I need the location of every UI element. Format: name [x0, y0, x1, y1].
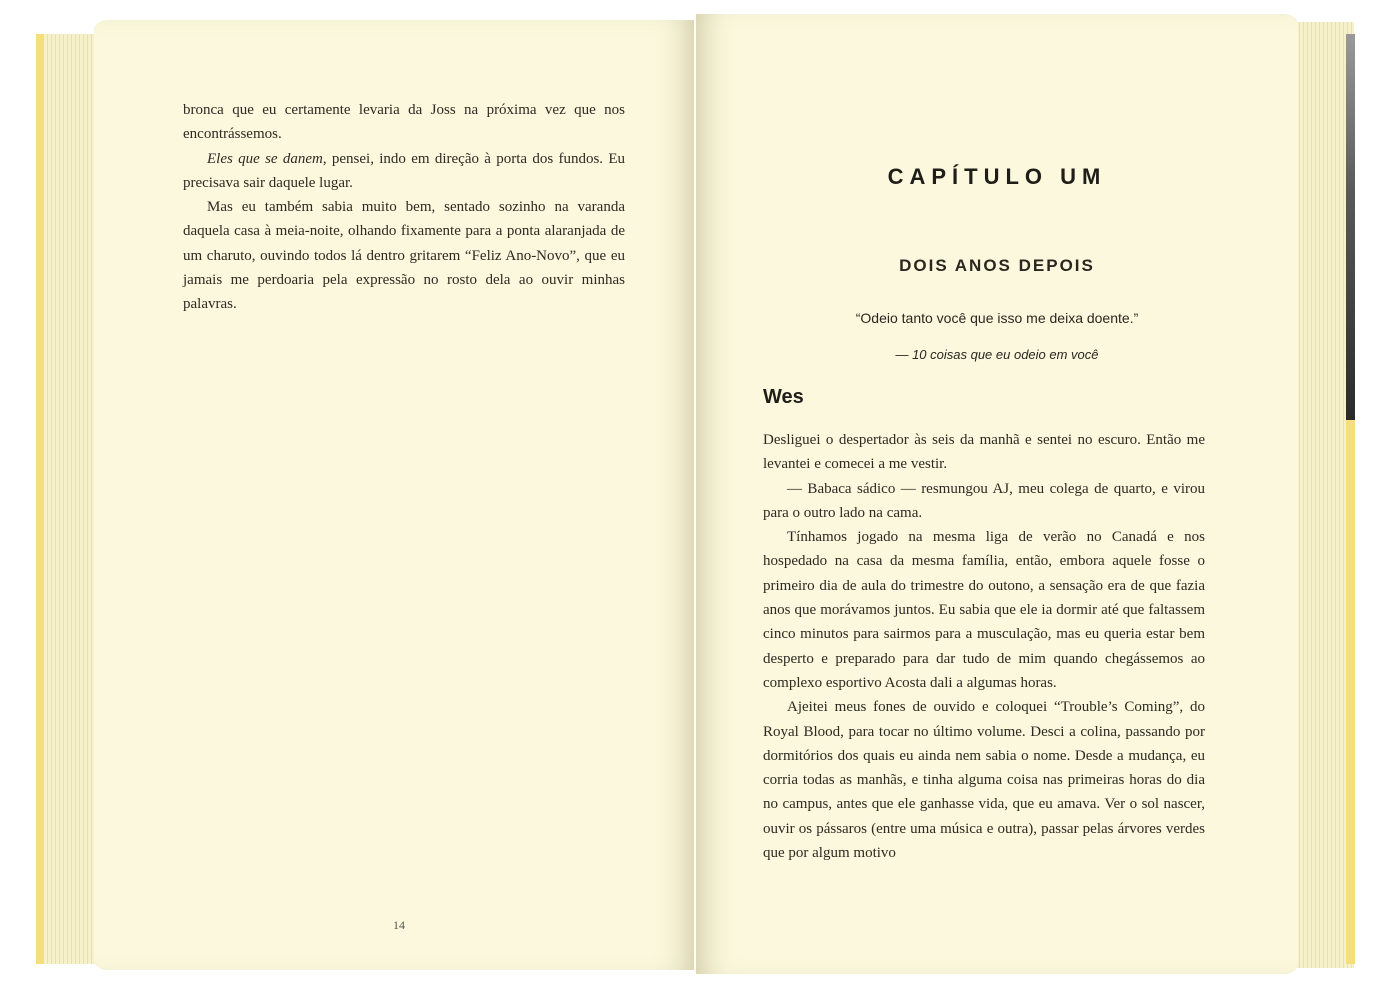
- right-page-body: [763, 428, 1205, 865]
- right-page-edges: [1292, 22, 1354, 968]
- chapter-title: CAPÍTULO UM: [887, 164, 1107, 189]
- left-page: [94, 20, 694, 970]
- right-page: [696, 14, 1298, 974]
- left-paragraph-2: Eles que se danem, pensei, indo em direção à porta dos fundos. Eu precisava sair daquele lugar.: [183, 150, 626, 191]
- epigraph-quote: “Odeio tanto você que isso me deixa doente.”: [855, 310, 1139, 326]
- page-number: 14: [393, 918, 405, 932]
- right-edge-shadow: [1346, 34, 1355, 420]
- italic-phrase: Eles que se danem: [207, 150, 323, 167]
- right-paragraph-3: Tínhamos jogado na mesma liga de verão no Canadá e nos hospedado na casa da mesma família, então, embora aquele fosse o primeiro dia de aula do trimestre do outono, a sensação era de que fazia anos que morávamos juntos. Eu sabia que ele ia dormir até que faltassem cinco minutos para sairmos para a musculação, mas eu queria estar bem desperto e preparado para dar tudo de mim quando chegássemos ao complexo esportivo Acosta dali a algumas horas.: [763, 529, 1205, 691]
- right-paragraph-1: Desliguei o despertador às seis da manhã e sentei no escuro. Então me levantei e comecei a me vestir.: [763, 432, 1205, 473]
- left-paragraph-1: bronca que eu certamente levaria da Joss na próxima vez que nos encontrássemos.: [183, 102, 625, 143]
- chapter-subtitle: DOIS ANOS DEPOIS: [899, 256, 1095, 275]
- right-paragraph-4: Ajeitei meus fones de ouvido e coloquei “Trouble’s Coming”, do Royal Blood, para tocar no último volume. Desci a colina, passando por dormitórios dos quais eu ainda nem sabia o nome. Desde a mudança, eu corria todas as manhãs, e tinha alguma coisa nas primeiras horas do dia no campus, antes que ele ganhasse vida, que eu amava. Ver o sol nascer, ouvir os pássaros (entre uma música e outra), passar pelas árvores verdes que por algum motivo: [763, 699, 1205, 862]
- left-page-body: [183, 98, 625, 317]
- right-paragraph-2: — Babaca sádico — resmungou AJ, meu colega de quarto, e virou para o outro lado na cama.: [763, 480, 1205, 521]
- epigraph-source: — 10 coisas que eu odeio em você: [895, 347, 1099, 362]
- narrator-heading: Wes: [763, 386, 804, 408]
- left-paragraph-3: Mas eu também sabia muito bem, sentado sozinho na varanda daquela casa à meia-noite, olhando fixamente para a ponta alaranjada de um charuto, ouvindo todos lá dentro gritarem “Feliz Ano-Novo”, que eu jamais me perdoaria pela expressão no rosto dela ao ouvir minhas palavras.: [183, 199, 625, 313]
